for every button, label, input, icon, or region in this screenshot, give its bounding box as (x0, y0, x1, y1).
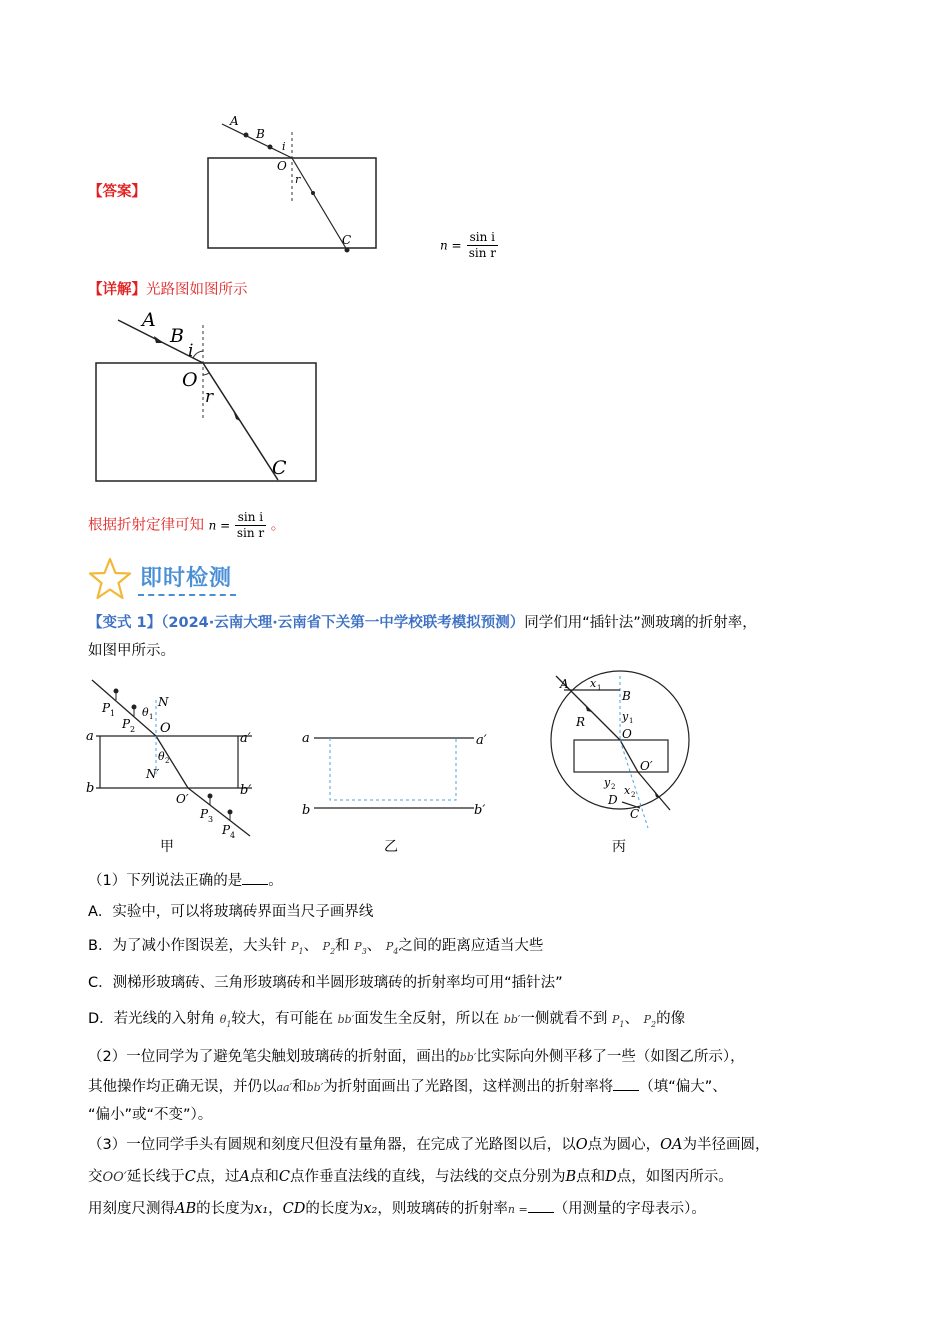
variant-line2: 如图甲所示。 (88, 643, 175, 659)
svg-text:C: C (630, 807, 640, 821)
svg-text:O′: O′ (176, 792, 189, 806)
svg-text:b′: b′ (240, 783, 252, 798)
fig1-label-o: O (277, 159, 287, 173)
svg-text:a: a (302, 731, 310, 746)
section-underline (138, 594, 236, 596)
svg-text:a′: a′ (240, 731, 251, 746)
q2-line3: “偏小”或“不变”）。 (88, 1107, 213, 1123)
fig1-label-i: i (282, 140, 286, 153)
svg-text:x: x (590, 677, 597, 690)
svg-text:2: 2 (165, 757, 170, 765)
svg-text:R: R (576, 715, 586, 729)
fig1-label-c: C (342, 233, 352, 247)
q3-line1: （3）一位同学手头有圆规和刻度尺但没有量角器，在完成了光路图以后，以O点为圆心，OA为半径画圆， (88, 1137, 770, 1153)
svg-text:O: O (160, 721, 171, 736)
svg-text:y: y (604, 776, 611, 789)
svg-text:1: 1 (597, 684, 602, 692)
q1-answer-blank (242, 870, 268, 885)
answer-diagram (200, 110, 390, 260)
svg-text:O: O (622, 727, 632, 741)
svg-text:B: B (622, 689, 631, 703)
svg-text:a′: a′ (476, 733, 487, 748)
q2-line1: （2）一位同学为了避免笔尖触划玻璃砖的折射面，画出的bb′比实际向外侧平移了一些（如图乙所示）， (88, 1049, 745, 1065)
svg-text:P: P (200, 807, 209, 821)
q3-line2: 交OO′延长线于C点，过A点和C点作垂直法线的直线，与法线的交点分别为B点和D点，如图丙所示。 (88, 1169, 733, 1185)
detail-diagram (90, 300, 330, 490)
svg-text:b′: b′ (474, 803, 486, 818)
svg-text:x: x (624, 784, 631, 797)
q1-option-a: A．实验中，可以将玻璃砖界面当尺子画界线 (88, 904, 374, 920)
svg-text:1: 1 (110, 709, 116, 718)
answer-label: 【答案】 (88, 184, 146, 200)
q1-option-c: C．测梯形玻璃砖、三角形玻璃砖和半圆形玻璃砖的折射率均可用“插针法” (88, 975, 563, 991)
svg-text:2: 2 (130, 725, 136, 734)
q2-answer-blank (613, 1076, 639, 1091)
fig1-label-r: r (295, 173, 301, 186)
svg-text:P: P (222, 823, 231, 837)
law-line: 根据折射定律可知 n = $\frac{\text{sin i}}{\text{sin r}}$ 。 (88, 510, 286, 540)
detail-label-r: r (205, 387, 214, 407)
svg-text:1: 1 (629, 717, 634, 725)
star-icon (86, 556, 134, 602)
svg-text:D: D (608, 793, 618, 807)
svg-text:N: N (158, 695, 169, 709)
svg-text:1: 1 (149, 713, 154, 721)
caption-bing: 丙 (612, 839, 626, 855)
variant-line1: 【变式 1】（2024·云南大理·云南省下关第一中学校联考模拟预测）同学们用“插针法”测玻璃的折射率， (88, 615, 757, 631)
detail-label-a: A (142, 309, 156, 331)
svg-text:A: A (560, 677, 569, 691)
q3-answer-blank (528, 1198, 554, 1213)
svg-text:O′: O′ (640, 759, 653, 773)
fig1-label-b: B (256, 127, 265, 141)
svg-text:2: 2 (631, 791, 636, 799)
svg-text:y: y (622, 710, 629, 723)
fig1-label-a: A (230, 114, 239, 128)
svg-text:3: 3 (208, 815, 214, 824)
caption-jia: 甲 (160, 839, 174, 855)
detail-label-b: B (170, 325, 184, 347)
detail-label-i: i (188, 341, 194, 361)
figure-yi (296, 720, 496, 830)
answer-formula: n = $\frac{\text{sin i}}{\text{sin r}}$ (440, 230, 496, 260)
q1-stem: （1）下列说法正确的是 。 (88, 870, 283, 892)
svg-text:θ: θ (158, 750, 165, 763)
q2-line2: 其他操作均正确无误，并仍以aa′和bb′为折射面画出了光路图，这样测出的折射率将 （填“偏大”、 (88, 1076, 727, 1099)
svg-text:N′: N′ (146, 767, 160, 781)
caption-yi: 乙 (384, 839, 398, 855)
q1-option-b: B．为了减小作图误差，大头针 $P_1$、 $P_2$和 $P_3$、 $P_4$之间的距离应适当大些 (88, 938, 544, 956)
svg-text:2: 2 (611, 783, 616, 791)
svg-text:P: P (122, 717, 131, 731)
detail-label-o: O (182, 369, 198, 391)
svg-text:b: b (86, 781, 95, 796)
svg-text:b: b (302, 803, 311, 818)
section-title: 即时检测 (140, 566, 233, 591)
detail-line: 【详解】光路图如图所示 (88, 282, 248, 298)
svg-text:a: a (86, 729, 94, 744)
q3-line3: 用刻度尺测得AB的长度为x₁，CD的长度为x₂，则玻璃砖的折射率n = （用测量的字母表示）。 (88, 1198, 706, 1221)
q1-option-d: D．若光线的入射角 $\theta_1$较大，有可能在 bb′面发生全反射，所以在 bb′一侧就看不到 $P_1$、 $P_2$的像 (88, 1011, 686, 1029)
detail-label-c: C (272, 457, 287, 479)
figure-jia (82, 670, 272, 860)
svg-text:θ: θ (142, 706, 149, 719)
svg-text:P: P (102, 701, 111, 715)
svg-text:4: 4 (230, 831, 236, 840)
figure-bing (540, 670, 700, 830)
